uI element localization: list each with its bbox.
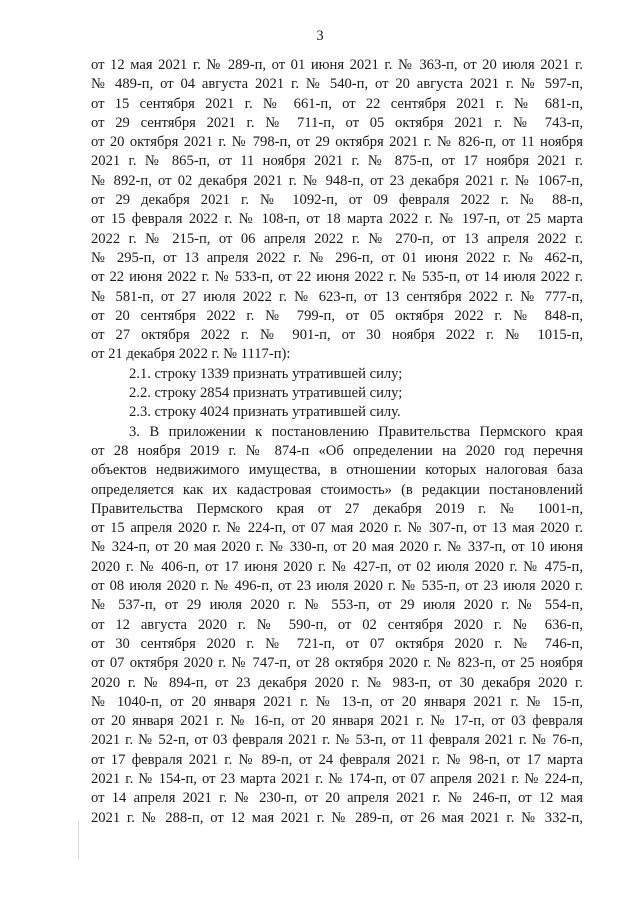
page-number: 3 [316, 28, 324, 44]
text-line: от 12 августа 2020 г. № 590-п, от 02 сентября 2020 г. № 636-п, [91, 616, 583, 633]
text-line: от 17 февраля 2021 г. № 89-п, от 24 февраля 2021 г. № 98-п, от 17 марта [91, 751, 583, 768]
text-line: от 20 сентября 2022 г. № 799-п, от 05 октября 2022 г. № 848-п, [91, 307, 583, 324]
text-line: от 12 мая 2021 г. № 289-п, от 01 июня 2021 г. № 363-п, от 20 июля 2021 г. [91, 57, 583, 73]
text-line: 2022 г. № 215-п, от 06 апреля 2022 г. № 270-п, от 13 апреля 2022 г. [91, 230, 583, 247]
text-line: 2021 г. № 52-п, от 03 февраля 2021 г. № 53-п, от 11 февраля 2021 г. № 76-п, [91, 732, 583, 749]
text-line: № 489-п, от 04 августа 2021 г. № 540-п, от 20 августа 2021 г. № 597-п, [91, 76, 583, 93]
text-line: от 15 сентября 2021 г. № 661-п, от 22 сентября 2021 г. № 681-п, [91, 95, 583, 112]
text-line: № 537-п, от 29 июля 2020 г. № 553-п, от 29 июля 2020 г. № 554-п, [91, 597, 583, 614]
text-line: 2020 г. № 894-п, от 23 декабря 2020 г. № 983-п, от 30 декабря 2020 г. [91, 674, 583, 691]
text-line: от 21 декабря 2022 г. № 1117-п): [91, 346, 291, 363]
text-line: от 20 октября 2021 г. № 798-п, от 29 октября 2021 г. № 826-п, от 11 ноября [91, 134, 583, 151]
text-line: от 15 февраля 2022 г. № 108-п, от 18 марта 2022 г. № 197-п, от 25 марта [91, 211, 583, 228]
text-line: № 892-п, от 02 декабря 2021 г. № 948-п, от 23 декабря 2021 г. № 1067-п, [91, 172, 583, 189]
list-item: 2.3. строку 4024 признать утратившей силу. [129, 404, 401, 421]
text-line: от 27 октября 2022 г. № 901-п, от 30 ноября 2022 г. № 1015-п, [91, 327, 583, 344]
text-line: от 07 октября 2020 г. № 747-п, от 28 октября 2020 г. № 823-п, от 25 ноября [91, 655, 583, 672]
text-line: от 29 сентября 2021 г. № 711-п, от 05 октября 2021 г. № 743-п, [91, 114, 583, 131]
text-line: от 22 июня 2022 г. № 533-п, от 22 июня 2022 г. № 535-п, от 14 июля 2022 г. [91, 269, 583, 286]
text-line: № 581-п, от 27 июля 2022 г. № 623-п, от 13 сентября 2022 г. № 777-п, [91, 288, 583, 305]
text-line: 2020 г. № 406-п, от 17 июня 2020 г. № 427-п, от 02 июля 2020 г. № 475-п, [91, 558, 583, 575]
text-line: от 29 декабря 2021 г. № 1092-п, от 09 февраля 2022 г. № 88-п, [91, 192, 583, 209]
margin-mark [78, 820, 79, 860]
text-line: от 28 ноября 2019 г. № 874-п «Об определении на 2020 год перечня [91, 442, 583, 459]
text-line: Правительства Пермского края от 27 декабря 2019 г. № 1001-п, [91, 500, 583, 517]
document-body [91, 56, 583, 828]
text-line: от 30 сентября 2020 г. № 721-п, от 07 октября 2020 г. № 746-п, [91, 635, 583, 652]
text-line: от 08 июля 2020 г. № 496-п, от 23 июля 2020 г. № 535-п, от 23 июля 2020 г. [91, 578, 583, 595]
text-line: от 14 апреля 2021 г. № 230-п, от 20 апреля 2021 г. № 246-п, от 12 мая [91, 790, 583, 807]
text-line: от 15 апреля 2020 г. № 224-п, от 07 мая 2020 г. № 307-п, от 13 мая 2020 г. [91, 520, 583, 537]
text-line: № 324-п, от 20 мая 2020 г. № 330-п, от 20 мая 2020 г. № 337-п, от 10 июня [91, 539, 583, 556]
text-line: 2021 г. № 288-п, от 12 мая 2021 г. № 289-п, от 26 мая 2021 г. № 332-п, [91, 809, 583, 826]
text-line: № 295-п, от 13 апреля 2022 г. № 296-п, от 01 июня 2022 г. № 462-п, [91, 249, 583, 266]
list-item: 2.1. строку 1339 признать утратившей силу; [129, 365, 403, 382]
text-line: 2021 г. № 865-п, от 11 ноября 2021 г. № 875-п, от 17 ноября 2021 г. [91, 153, 583, 170]
text-line: 2021 г. № 154-п, от 23 марта 2021 г. № 174-п, от 07 апреля 2021 г. № 224-п, [91, 770, 583, 787]
text-line: 3. В приложении к постановлению Правительства Пермского края [129, 423, 583, 440]
text-line: объектов недвижимого имущества, в отношении которых налоговая база [91, 462, 583, 479]
text-line: определяется как их кадастровая стоимость» (в редакции постановлений [91, 481, 583, 498]
text-line: № 1040-п, от 20 января 2021 г. № 13-п, от 20 января 2021 г. № 15-п, [91, 693, 583, 710]
text-line: от 20 января 2021 г. № 16-п, от 20 января 2021 г. № 17-п, от 03 февраля [91, 713, 583, 730]
list-item: 2.2. строку 2854 признать утратившей силу; [129, 385, 403, 402]
